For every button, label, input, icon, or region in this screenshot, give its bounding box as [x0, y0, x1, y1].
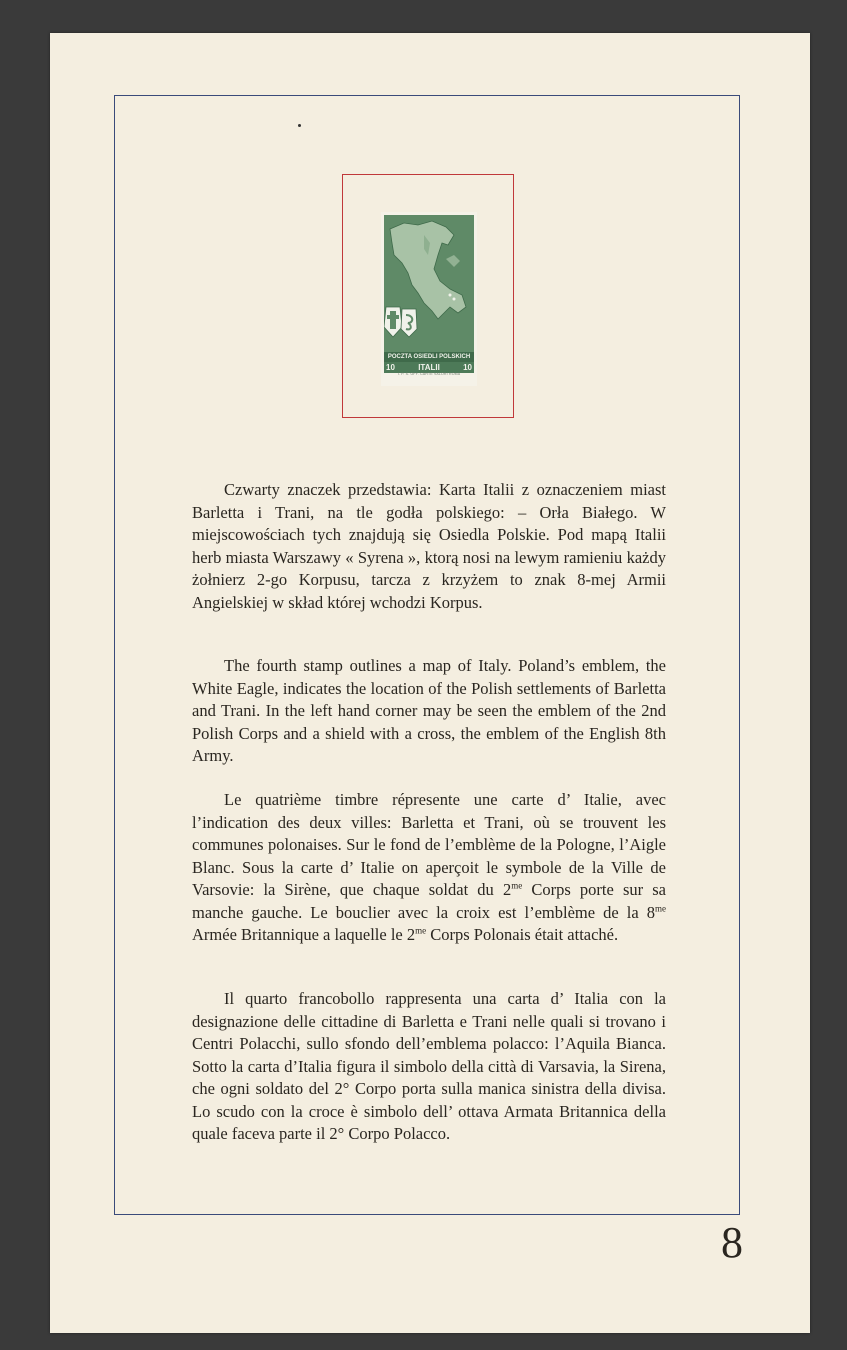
italy-map-icon [384, 215, 474, 352]
italian-description: Il quarto francobollo rappresenta una carta d’ Italia con la designazione delle cittadine di Barletta e Trani nelle quali si trovano i Centri Polacchi, sullo sfondo dell’emblema polacco: l’Aquila Bianca. Sotto la carta d’Italia figura il simbolo della città di Varsavia, la Sirena, che ogni soldato del 2° Corpo porta sulla manica sinistra della divisa. Lo scudo con la croce è simbolo dell’ ottava Armata Britannica della quale faceva parte il 2° Corpo Polacco. [192, 989, 666, 1143]
postage-stamp [378, 209, 480, 389]
french-description: Le quatrième timbre répresente une carte d’ Italie, avec l’indication des deux villes: Barletta et Trani, où se trouvent les communes polonaises. Sur le fond de l’emblème de la Pologne, l’Aigle Blanc. Sous la carte d’ Italie on aperçoit le symbole de la Ville de Varsovie: la Sirène, que chaque soldat du $2^{me}$ Corps porte sur sa manche gauche. Le bouclier avec la croix est l’emblème de la $8^{me}$ Armée Britannique a laquelle le $2^{me}$ Corps Polonais était attaché. [192, 790, 666, 944]
album-page [50, 33, 810, 1333]
stamp-country: ITALII [418, 363, 440, 372]
english-description: The fourth stamp outlines a map of Italy. Poland’s emblem, the White Eagle, indicates the location of the Polish settlements of Barletta and Trani. In the left hand corner may be seen the emblem of the 2nd Polish Corps and a shield with a cross, the emblem of the English 8th Army. [192, 656, 666, 765]
stamp-value-right: 10 [463, 363, 472, 372]
stamp-design [384, 215, 474, 373]
stamp-value-left: 10 [386, 363, 395, 372]
stamp-inscription: POCZTA OSIEDLI POLSKICH [384, 352, 474, 362]
stamp-imprint: I. P. S. OFF. CARTE VALORI ROMA [397, 372, 461, 376]
polish-description: Czwarty znaczek przedstawia: Karta Italii z oznaczeniem miast Barletta i Trani, na tle godła polskiego: – Orła Białego. W miejscowościach tych znajdują się Osiedla Polskie. Pod mapą Italii herb miasta Warszawy « Syrena », ktorą nosi na lewym ramieniu każdy żołnierz 2-go Korpusu, tarcza z krzyżem to znak 8-mej Armii Angielskiej w skład której wchodzi Korpus. [192, 480, 666, 612]
page-number: 8 [721, 1218, 743, 1267]
